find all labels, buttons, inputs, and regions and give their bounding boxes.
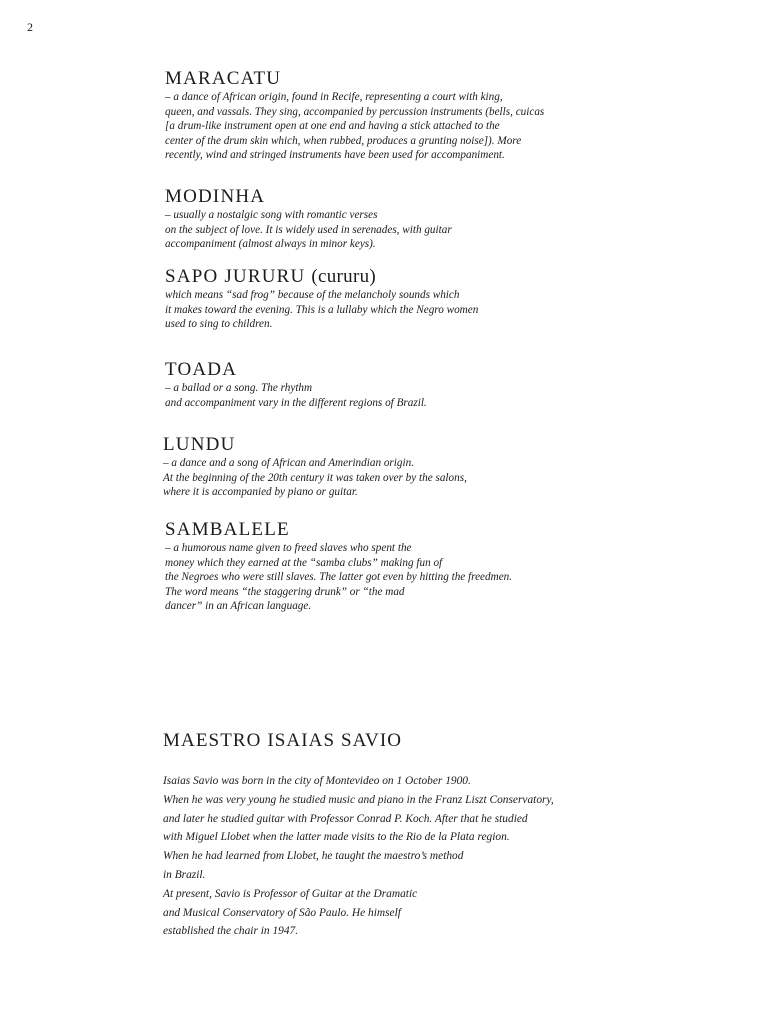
entry-line: The word means “the staggering drunk” or “the mad: [165, 585, 405, 598]
biography-line: When he had learned from Llobet, he taught the maestro’s method: [163, 850, 464, 863]
entry-line: queen, and vassals. They sing, accompanied by percussion instruments (bells, cuicas: [165, 105, 545, 118]
entry-line: where it is accompanied by piano or guitar.: [163, 486, 358, 498]
entry-title-sub: (cururu): [311, 266, 377, 287]
entry-line: center of the drum skin which, when rubbed, produces a grunting noise]). More: [165, 134, 522, 147]
entry-line: – a dance of African origin, found in Recife, representing a court with king,: [165, 91, 503, 103]
entry-modinha: [165, 186, 452, 252]
entry-line: money which they earned at the “samba clubs” making fun of: [165, 556, 443, 569]
entry-title: TOADA: [165, 359, 238, 380]
entry-title: LUNDU: [163, 434, 236, 455]
entry-title: MODINHA: [165, 186, 266, 207]
biography-line: When he was very young he studied music and piano in the Franz Liszt Conservatory,: [163, 793, 554, 806]
entry-title-main: SAPO JURURU: [165, 266, 306, 287]
biography-text: [163, 772, 554, 941]
entry-line: accompaniment (almost always in minor keys).: [165, 238, 376, 250]
entry-description: [165, 288, 478, 332]
entry-sambalele: [165, 519, 512, 614]
entry-line: – a ballad or a song. The rhythm: [165, 382, 313, 394]
biography-line: with Miguel Llobet when the latter made visits to the Rio de la Plata region.: [163, 831, 510, 844]
entry-description: [163, 456, 467, 500]
entry-sapo-jururu: [165, 266, 478, 332]
entry-line: the Negroes who were still slaves. The latter got even by hitting the freedmen.: [165, 571, 513, 583]
entry-toada: [165, 359, 427, 410]
entry-title: MARACATU: [165, 68, 282, 89]
entry-line: which means “sad frog” because of the melancholy sounds which: [165, 289, 460, 301]
entry-line: recently, wind and stringed instruments have been used for accompaniment.: [165, 149, 505, 161]
biography-line: and Musical Conservatory of São Paulo. He himself: [163, 906, 401, 919]
entry-line: used to sing to children.: [165, 318, 273, 330]
entry-line: – usually a nostalgic song with romantic verses: [165, 209, 378, 221]
biography-title: MAESTRO ISAIAS SAVIO: [163, 730, 403, 751]
entry-line: it makes toward the evening. This is a lullaby which the Negro women: [165, 303, 479, 316]
entry-line: and accompaniment vary in the different regions of Brazil.: [165, 396, 427, 409]
entry-description: [165, 90, 544, 163]
entry-line: [a drum-like instrument open at one end and having a stick attached to the: [165, 120, 500, 132]
entry-description: [165, 208, 452, 252]
biography-line: Isaias Savio was born in the city of Montevideo on 1 October 1900.: [163, 775, 471, 787]
entry-lundu: [163, 434, 467, 500]
biography-line: established the chair in 1947.: [163, 925, 299, 938]
entry-line: on the subject of love. It is widely used in serenades, with guitar: [165, 223, 452, 236]
entry-maracatu: [165, 68, 544, 163]
page-number: 2: [27, 20, 33, 34]
entry-description: [165, 381, 427, 410]
entry-line: dancer” in an African language.: [165, 600, 312, 612]
biography-line: in Brazil.: [163, 868, 206, 881]
entry-title: [165, 266, 478, 288]
biography-section: [163, 730, 554, 941]
entry-title: SAMBALELE: [165, 519, 290, 540]
entry-line: – a dance and a song of African and Amerindian origin.: [163, 457, 414, 469]
entry-line: – a humorous name given to freed slaves who spent the: [165, 542, 412, 554]
biography-line: and later he studied guitar with Professor Conrad P. Koch. After that he studied: [163, 812, 528, 825]
entry-line: At the beginning of the 20th century it was taken over by the salons,: [163, 471, 467, 484]
entry-description: [165, 541, 512, 614]
biography-line: At present, Savio is Professor of Guitar at the Dramatic: [163, 887, 418, 900]
